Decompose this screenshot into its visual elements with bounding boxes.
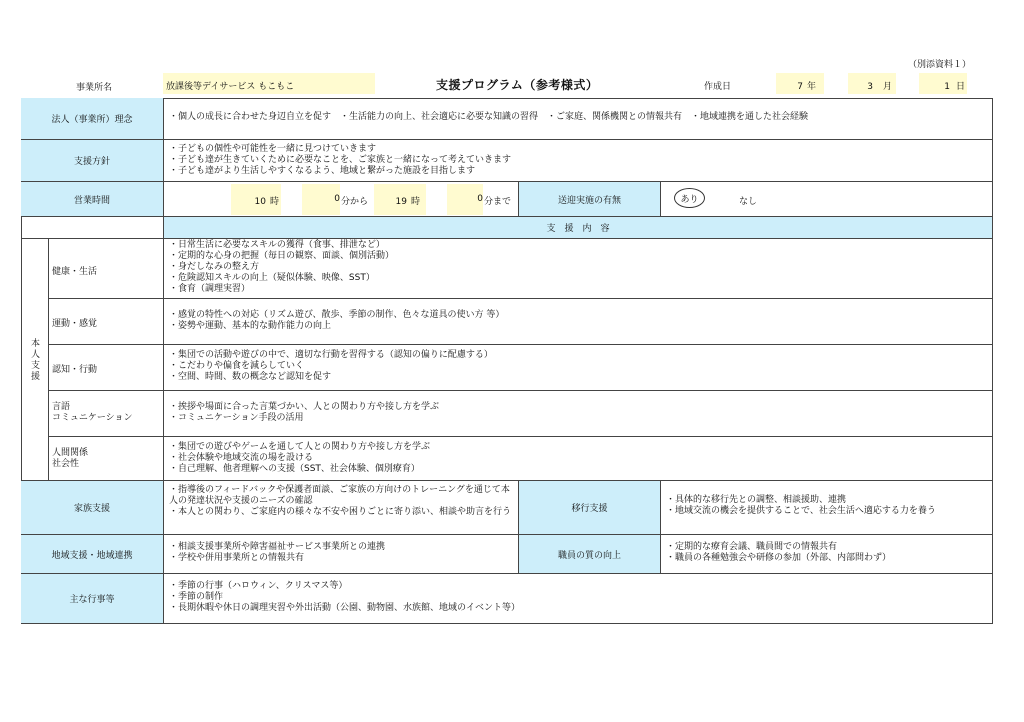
motor-sensory-label: 運動・感覚 [49,299,164,345]
events-label: 主な行事等 [21,574,164,624]
policy-line: ・子ども達が生きていくために必要なことを、ご家族と一緒になって考えていきます [169,155,512,165]
list-item: ・集団での活動や遊びの中で、適切な行動を習得する（認知の偏りに配慮する） [169,350,493,360]
hours-label: 営業時間 [21,182,164,217]
list-item: ・定期的な心身の把握（毎日の観察、面談、個別活動） [169,251,395,261]
events-cell[interactable] [164,574,993,624]
relationships-social-label: 人間関係 社会性 [49,437,164,481]
start-hour-field[interactable]: 10 時 [231,184,281,215]
cognition-behavior-cell[interactable] [164,345,993,391]
list-item: ・こだわりや偏食を減らしていく [169,361,305,371]
transport-cell [661,182,993,217]
policy-label: 支援方針 [21,140,164,182]
health-life-cell[interactable] [164,239,993,299]
list-item: ・指導後のフィードバックや保護者面談、ご家族の方向けのトレーニングを通じて本人の発達状況や支援のニーズの確認 [169,485,510,506]
policy-line: ・子ども達がより生活しやすくなるよう、地域と繋がった施設を目指します [169,166,476,176]
month-field[interactable]: 3 月 [848,73,896,94]
philosophy-text: ・個人の成長に合わせた身辺自立を促す ・生活能力の向上、社会適応に必要な知識の習得 ・ご家庭、関係機関との情報共有 ・地域連携を通した社会経験 [169,112,809,122]
list-item: ・長期休暇や休日の調理実習や外出活動（公園、動物園、水族館、地域のイベント等） [169,603,521,613]
relationships-social-cell[interactable] [164,437,993,481]
self-support-label: 本人支援 [29,337,39,382]
health-life-label: 健康・生活 [49,239,164,299]
list-item: ・定期的な療育会議、職員間での情報共有 [666,542,838,552]
list-item: ・本人との関わり、ご家庭内の様々な不安や困りごとに寄り添い、相談や助言を行う [169,507,512,517]
motor-sensory-cell[interactable] [164,299,993,345]
list-item: ・相談支援事業所や障害福祉サービス事業所との連携 [169,542,386,552]
list-item: ・身だしなみの整え方 [169,262,260,272]
from-label: 分から [341,197,369,207]
self-support-label-cell [21,239,49,481]
community-support-label: 地域支援・地域連携 [21,535,164,574]
language-communication-cell[interactable] [164,391,993,437]
family-support-label: 家族支援 [21,481,164,535]
philosophy-label: 法人（事業所）理念 [21,98,164,140]
list-item: ・具体的な移行先との調整、相談援助、連携 [666,495,847,505]
attachment-note: （別添資料１） [908,60,972,70]
start-minute-field[interactable]: 0 [302,184,340,215]
until-label: 分まで [484,197,512,207]
office-label: 事業所名 [76,83,113,93]
list-item: ・コミュニケーション手段の活用 [169,413,304,423]
list-item: ・季節の行事（ハロウィン、クリスマス等） [169,581,348,591]
philosophy-cell[interactable] [164,98,993,140]
list-item: ・社会体験や地域交流の場を設ける [169,453,314,463]
support-content-header: 支 援 内 容 [164,217,993,239]
list-item: ・姿勢や運動、基本的な動作能力の向上 [169,321,332,331]
page-title: 支援プログラム（参考様式） [436,78,599,92]
policy-line: ・子どもの個性や可能性を一緒に見つけていきます [169,144,377,154]
office-name-field[interactable]: 放課後等デイサービス もこもこ [163,73,375,94]
list-item: ・食育（調理実習） [169,284,251,294]
list-item: ・学校や併用事業所との情報共有 [169,553,305,563]
cognition-behavior-label: 認知・行動 [49,345,164,391]
end-minute-field[interactable]: 0 [447,184,483,215]
created-date-label: 作成日 [704,82,732,92]
list-item: ・季節の制作 [169,592,224,602]
community-support-cell[interactable] [164,535,519,574]
transport-yes-option[interactable]: あり [674,188,705,208]
support-header-blank [21,217,164,239]
language-communication-label: 言語 コミュニケーション [49,391,164,437]
list-item: ・日常生活に必要なスキルの獲得（食事、排泄など） [169,240,385,250]
transition-support-cell[interactable] [661,481,993,535]
list-item: ・職員の各種勉強会や研修の参加（外部、内部問わず） [666,553,892,563]
transport-label: 送迎実施の有無 [519,182,661,217]
transition-support-label: 移行支援 [519,481,661,535]
list-item: ・挨拶や場面に合った言葉づかい、人との関わり方や接し方を学ぶ [169,402,440,412]
list-item: ・危険認知スキルの向上（疑似体験、映像、SST） [169,273,375,283]
list-item: ・集団での遊びやゲームを通して人との関わり方や接し方を学ぶ [169,442,431,452]
family-support-cell[interactable] [164,481,519,535]
year-field[interactable]: 7 年 [776,73,824,94]
policy-cell[interactable] [164,140,993,182]
transport-no-option[interactable]: なし [739,197,758,207]
staff-quality-cell[interactable] [661,535,993,574]
staff-quality-label: 職員の質の向上 [519,535,661,574]
list-item: ・感覚の特性への対応（リズム遊び、散歩、季節の制作、色々な道具の使い方 等） [169,310,505,320]
list-item: ・自己理解、他者理解への支援（SST、社会体験、個別療育） [169,464,420,474]
end-hour-field[interactable]: 19 時 [374,184,426,215]
list-item: ・空間、時間、数の概念など認知を促す [169,372,332,382]
list-item: ・地域交流の機会を提供することで、社会生活へ適応する力を養う [666,506,936,516]
day-field[interactable]: 1 日 [919,73,967,94]
